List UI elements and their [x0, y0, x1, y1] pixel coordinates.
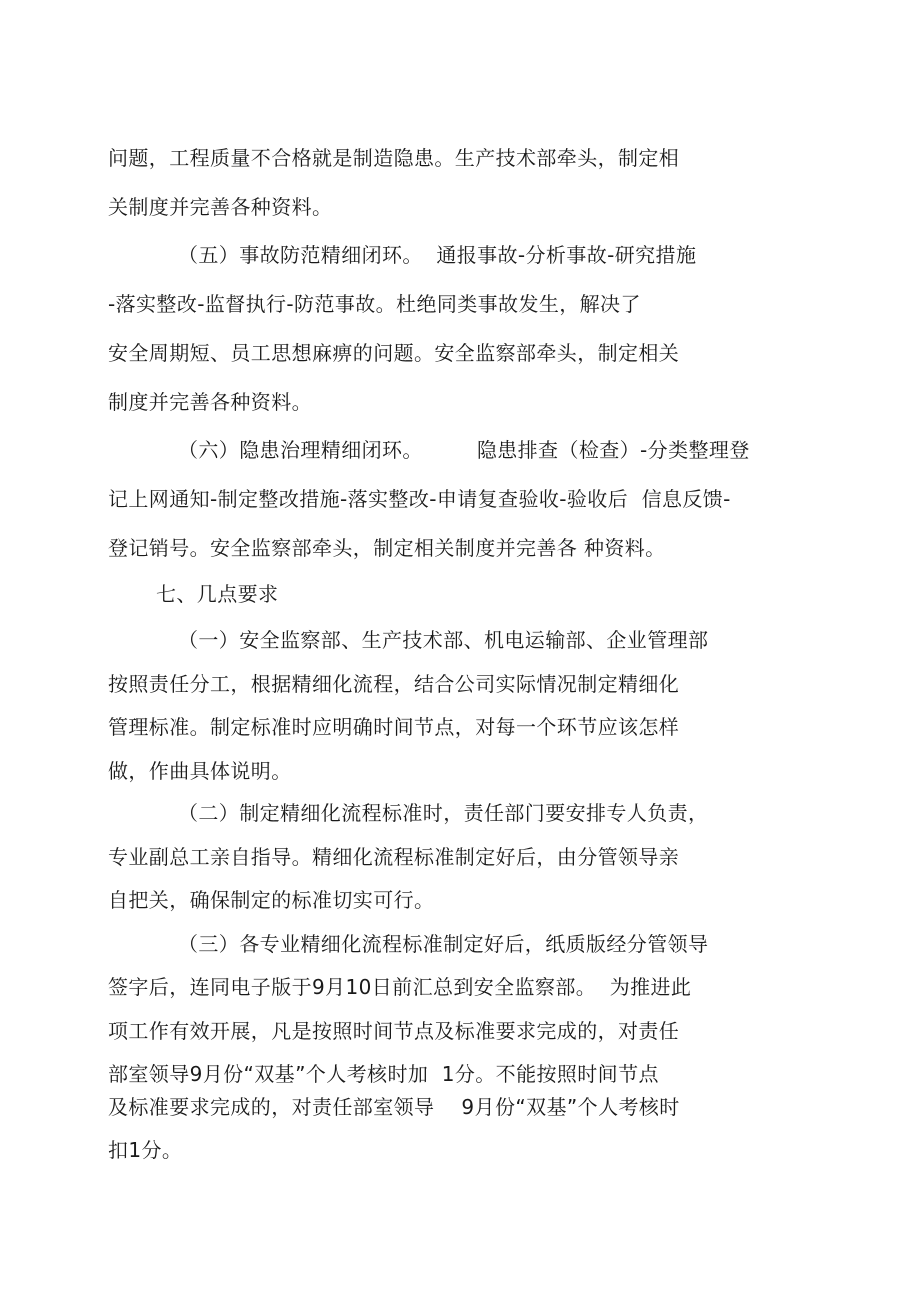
text-line: -落实整改-监督执行-防范事故。杜绝同类事故发生，解决了: [108, 292, 641, 316]
text-line: （一）安全监察部、生产技术部、机电运输部、企业管理部: [178, 628, 709, 652]
text-line: 做，作曲具体说明。: [108, 759, 292, 783]
text-line: （二）制定精细化流程标准时，责任部门要安排专人负责，: [178, 801, 709, 825]
text-line: 记上网通知-制定整改措施-落实整改-申请复查验收-验收后 信息反馈-: [108, 487, 731, 511]
text-line: 问题，工程质量不合格就是制造隐患。生产技术部牵头，制定相: [108, 146, 680, 170]
text-line: 项工作有效开展，凡是按照时间节点及标准要求完成的，对责任: [108, 1019, 680, 1043]
text-line: （六）隐患治理精细闭环。 隐患排查（检查）-分类整理登: [178, 438, 750, 462]
text-line: 管理标准。制定标准时应明确时间节点，对每一个环节应该怎样: [108, 715, 680, 739]
text-line: 部室领导9月份“双基”个人考核时加 1分。不能按照时间节点: [108, 1062, 659, 1086]
heading-line: 七、几点要求: [156, 582, 279, 606]
text-line: 登记销号。安全监察部牵头，制定相关制度并完善各 种资料。: [108, 536, 666, 560]
text-line: 签字后，连同电子版于9月10日前汇总到安全监察部。 为推进此: [108, 975, 692, 999]
text-line: 及标准要求完成的，对责任部室领导 9月份“双基”个人考核时: [108, 1095, 680, 1119]
text-line: （三）各专业精细化流程标准制定好后，纸质版经分管领导: [178, 932, 709, 956]
text-line: 专业副总工亲自指导。精细化流程标准制定好后，由分管领导亲: [108, 845, 680, 869]
text-line: 安全周期短、员工思想麻痹的问题。安全监察部牵头，制定相关: [108, 341, 680, 365]
text-line: （五）事故防范精细闭环。 通报事故-分析事故-研究措施: [178, 243, 697, 267]
text-line: 制度并完善各种资料。: [108, 390, 312, 414]
text-line: 扣1分。: [108, 1138, 183, 1162]
text-line: 关制度并完善各种资料。: [108, 195, 333, 219]
text-line: 自把关，确保制定的标准切实可行。: [108, 888, 435, 912]
text-line: 按照责任分工，根据精细化流程，结合公司实际情况制定精细化: [108, 672, 680, 696]
